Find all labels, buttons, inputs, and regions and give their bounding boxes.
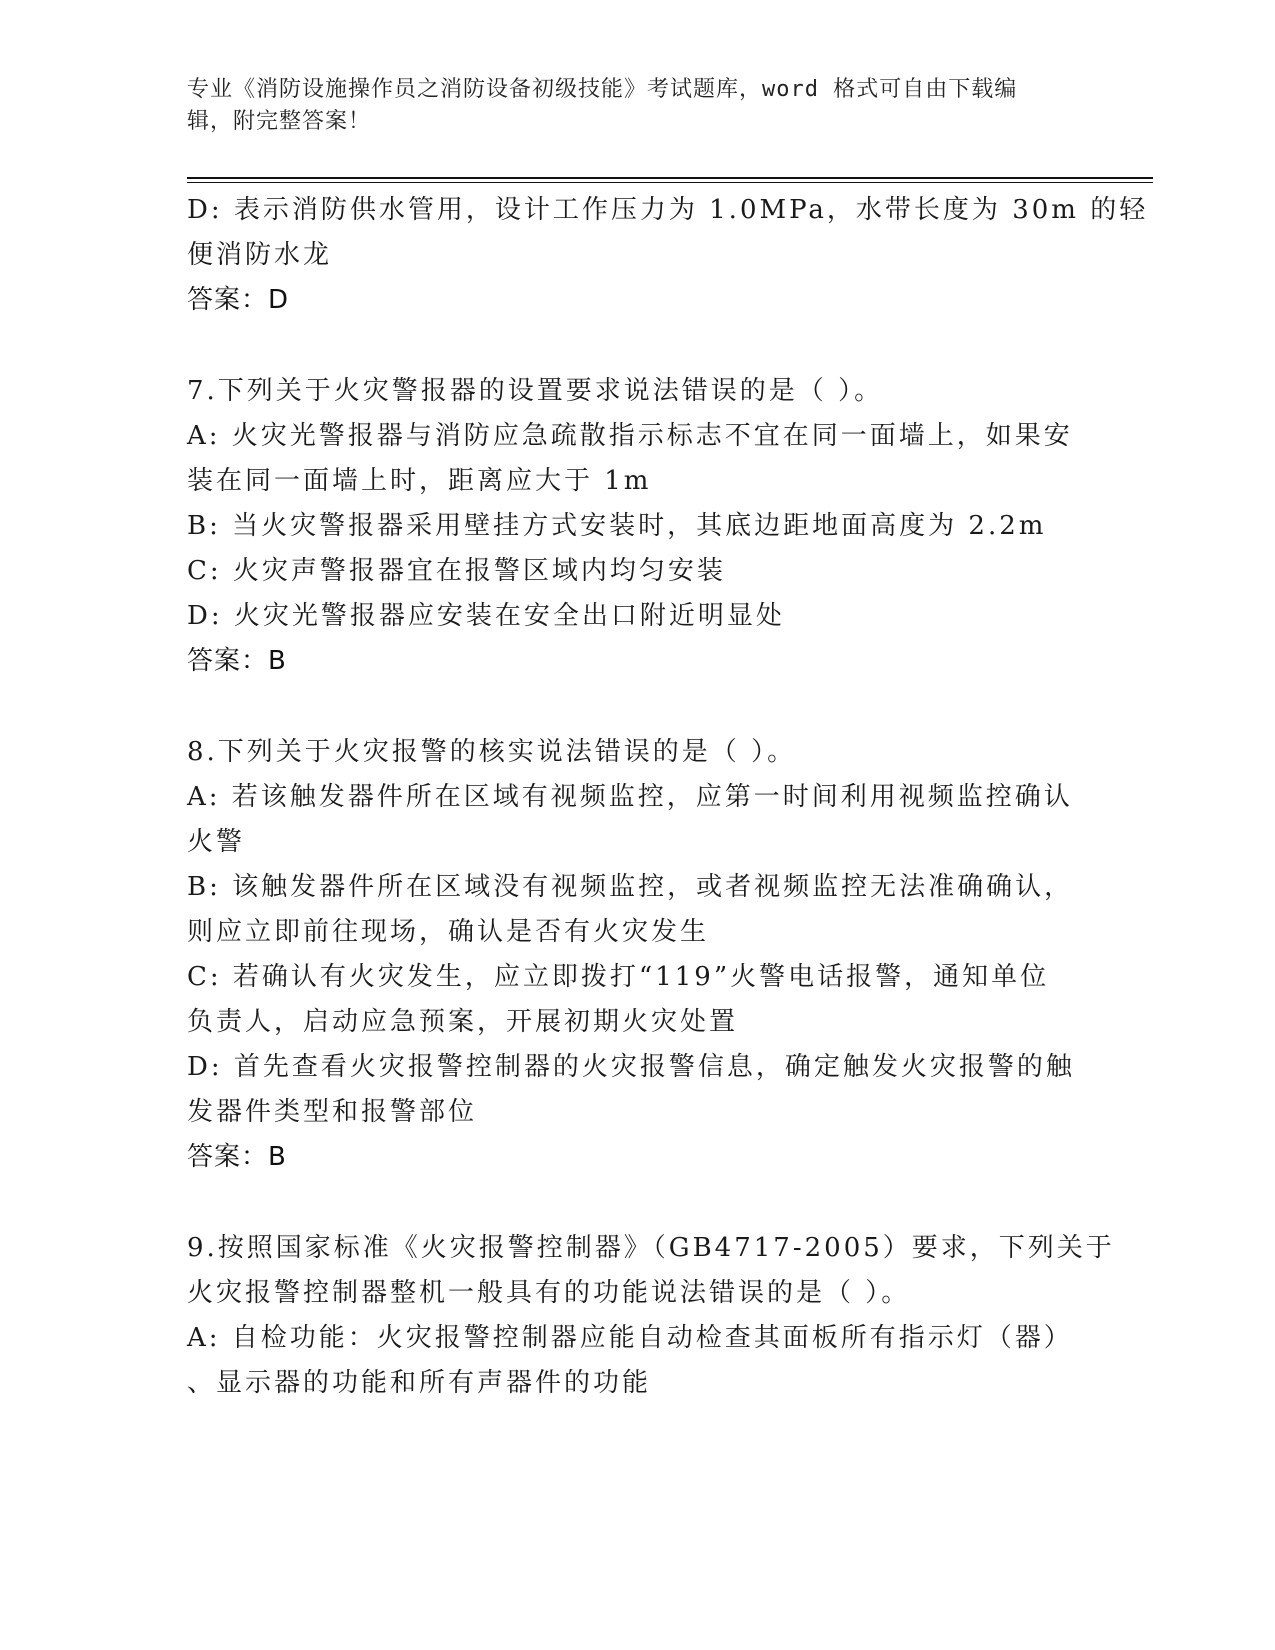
header-rule-thick (187, 177, 1153, 179)
question-7 (187, 369, 1087, 684)
question-9 (187, 1226, 1115, 1406)
question-stem: 7.下列关于火灾警报器的设置要求说法错误的是（ ）。 (187, 376, 884, 406)
spacer (187, 323, 1087, 369)
question-stem: 9.按照国家标准《火灾报警控制器》（GB4717-2005）要求，下列关于 (187, 1233, 1115, 1263)
option-b-continued: 则应立即前往现场，确认是否有火灾发生 (187, 917, 710, 947)
question-8 (187, 730, 1087, 1180)
document-header (187, 74, 1077, 138)
header-rule-thin (187, 182, 1153, 183)
answer-line: 答案：D (187, 285, 290, 315)
option-b: B: 该触发器件所在区域没有视频监控，或者视频监控无法准确确认， (187, 872, 1074, 902)
option-a: A: 自检功能：火灾报警控制器应能自动检查其面板所有指示灯（器） (187, 1323, 1073, 1353)
option-a: A: 若该触发器件所在区域有视频监控，应第一时间利用视频监控确认 (187, 782, 1073, 812)
option-d: D: 表示消防供水管用，设计工作压力为 1.0MPa，水带长度为 30m 的轻 (187, 195, 1149, 225)
option-a: A: 火灾光警报器与消防应急疏散指示标志不宜在同一面墙上，如果安 (187, 421, 1073, 451)
spacer (187, 1180, 1087, 1226)
option-c-continued: 负责人，启动应急预案，开展初期火灾处置 (187, 1007, 739, 1037)
option-b: B: 当火灾警报器采用壁挂方式安装时，其底边距地面高度为 2.2m (187, 511, 1047, 541)
option-d: D: 首先查看火灾报警控制器的火灾报警信息，确定触发火灾报警的触 (187, 1052, 1075, 1082)
option-a-continued: 火警 (187, 827, 246, 857)
answer-line: 答案：B (187, 1142, 287, 1172)
question-stem-continued: 火灾报警控制器整机一般具有的功能说法错误的是（ ）。 (187, 1278, 911, 1308)
question-stem: 8.下列关于火灾报警的核实说法错误的是（ ）。 (187, 737, 797, 767)
option-d: D: 火灾光警报器应安装在安全出口附近明显处 (187, 601, 785, 631)
question-6-tail (187, 188, 1149, 323)
option-a-continued: 装在同一面墙上时，距离应大于 1m (187, 466, 652, 496)
option-c: C: 若确认有火灾发生，应立即拨打“119”火警电话报警，通知单位 (187, 962, 1050, 992)
option-c: C: 火灾声警报器宜在报警区域内均匀安装 (187, 556, 726, 586)
answer-line: 答案：B (187, 646, 287, 676)
option-a-continued: 、显示器的功能和所有声器件的功能 (187, 1368, 652, 1398)
option-d-continued: 发器件类型和报警部位 (187, 1097, 478, 1127)
option-d-continued: 便消防水龙 (187, 240, 333, 270)
document-body (187, 188, 1149, 1406)
header-line-2: 辑，附完整答案！ (187, 109, 372, 134)
spacer (187, 684, 1087, 730)
header-line-1: 专业《消防设施操作员之消防设备初级技能》考试题库，word 格式可自由下载编 (187, 77, 1018, 102)
